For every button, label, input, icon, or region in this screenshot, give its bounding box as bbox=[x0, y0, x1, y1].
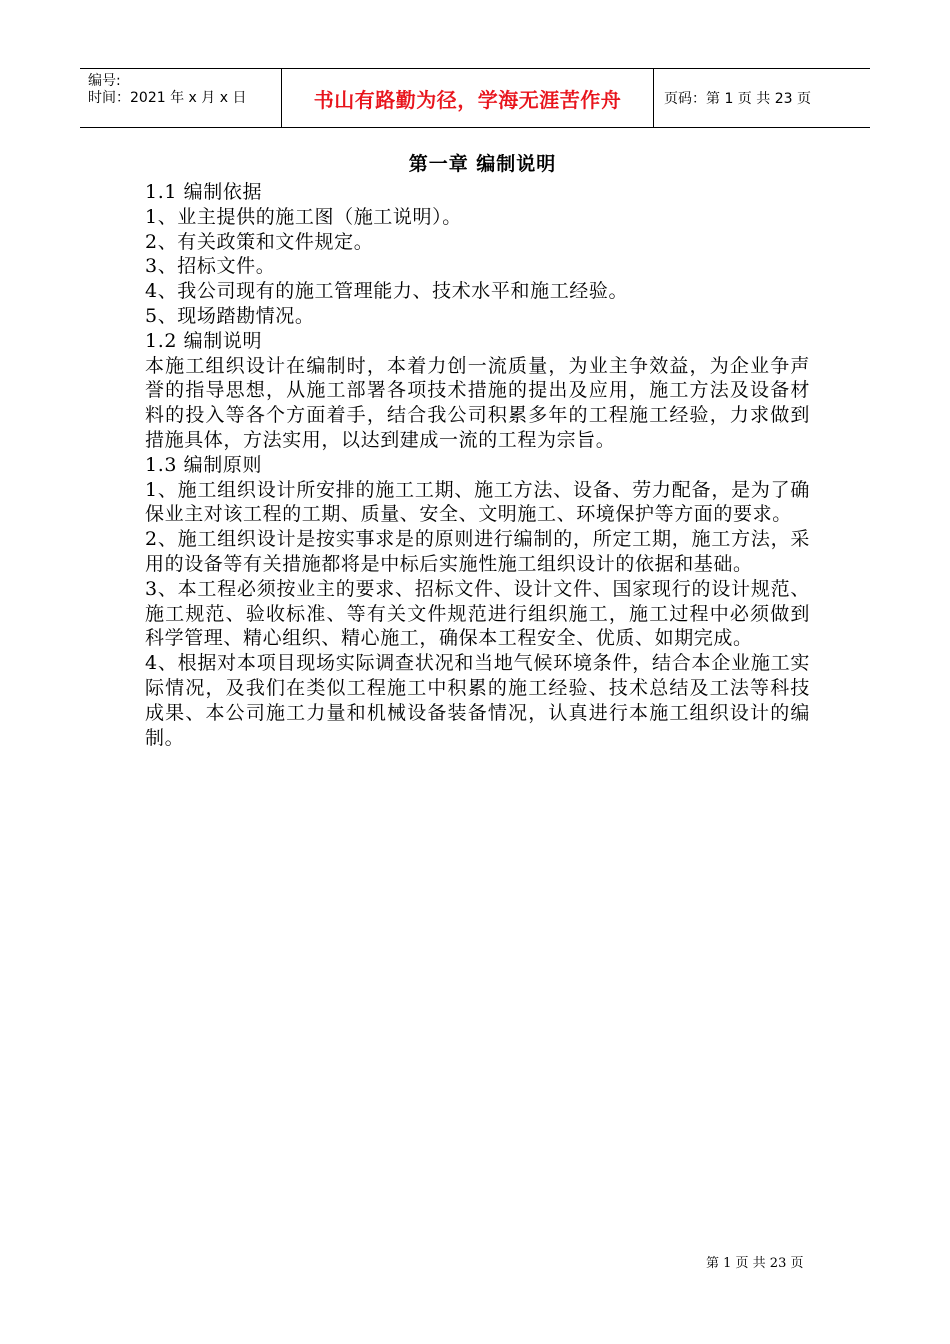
page-header bbox=[80, 68, 870, 128]
document-date-label: 时间：2021 年 x 月 x 日 bbox=[88, 90, 247, 106]
document-body bbox=[145, 150, 810, 750]
header-page-code: 页码：第 1 页 共 23 页 bbox=[664, 91, 811, 107]
basis-item-4: 4、我公司现有的施工管理能力、技术水平和施工经验。 bbox=[145, 280, 629, 303]
basis-item-5: 5、现场踏勘情况。 bbox=[145, 304, 315, 327]
description-paragraph: 本施工组织设计在编制时，本着力创一流质量，为业主争效益，为企业争声誉的指导思想，从施工部署各项技术措施的提出及应用，施工方法及设备材料的投入等各个方面着手，结合我公司积累多年的工程施工经验，力求做到措施具体，方法实用，以达到建成一流的工程为宗旨。 bbox=[145, 354, 810, 451]
principle-item-3: 3、本工程必须按业主的要求、招标文件、设计文件、国家现行的设计规范、施工规范、验收标准、等有关文件规范进行组织施工，施工过程中必须做到科学管理、精心组织、精心施工，确保本工程安全、优质、如期完成。 bbox=[145, 577, 810, 650]
section-heading-1-3: 1.3 编制原则 bbox=[145, 453, 263, 476]
basis-item-3: 3、招标文件。 bbox=[145, 255, 276, 278]
header-info-cell bbox=[80, 69, 282, 127]
principle-item-2: 2、施工组织设计是按实事求是的原则进行编制的，所定工期，施工方法，采用的设备等有关措施都将是中标后实施性施工组织设计的依据和基础。 bbox=[145, 528, 810, 575]
principle-item-1: 1、施工组织设计所安排的施工工期、施工方法、设备、劳力配备，是为了确保业主对该工程的工期、质量、安全、文明施工、环境保护等方面的要求。 bbox=[145, 478, 810, 526]
basis-item-1: 1、业主提供的施工图（施工说明）。 bbox=[145, 205, 462, 228]
principle-item-4: 4、根据对本项目现场实际调查状况和当地气候环境条件，结合本企业施工实际情况，及我们在类似工程施工中积累的施工经验、技术总结及工法等科技成果、本公司施工力量和机械设备装备情况，认真进行本施工组织设计的编制。 bbox=[145, 652, 810, 749]
header-motto: 书山有路勤为径，学海无涯苦作舟 bbox=[282, 69, 654, 127]
page-footer: 第 1 页 共 23 页 bbox=[706, 1256, 804, 1271]
section-heading-1-2: 1.2 编制说明 bbox=[145, 329, 263, 352]
basis-item-2: 2、有关政策和文件规定。 bbox=[145, 230, 374, 253]
chapter-title: 第一章 编制说明 bbox=[408, 153, 557, 175]
section-heading-1-1: 1.1 编制依据 bbox=[145, 181, 263, 203]
document-number-label: 编号: bbox=[88, 73, 121, 89]
